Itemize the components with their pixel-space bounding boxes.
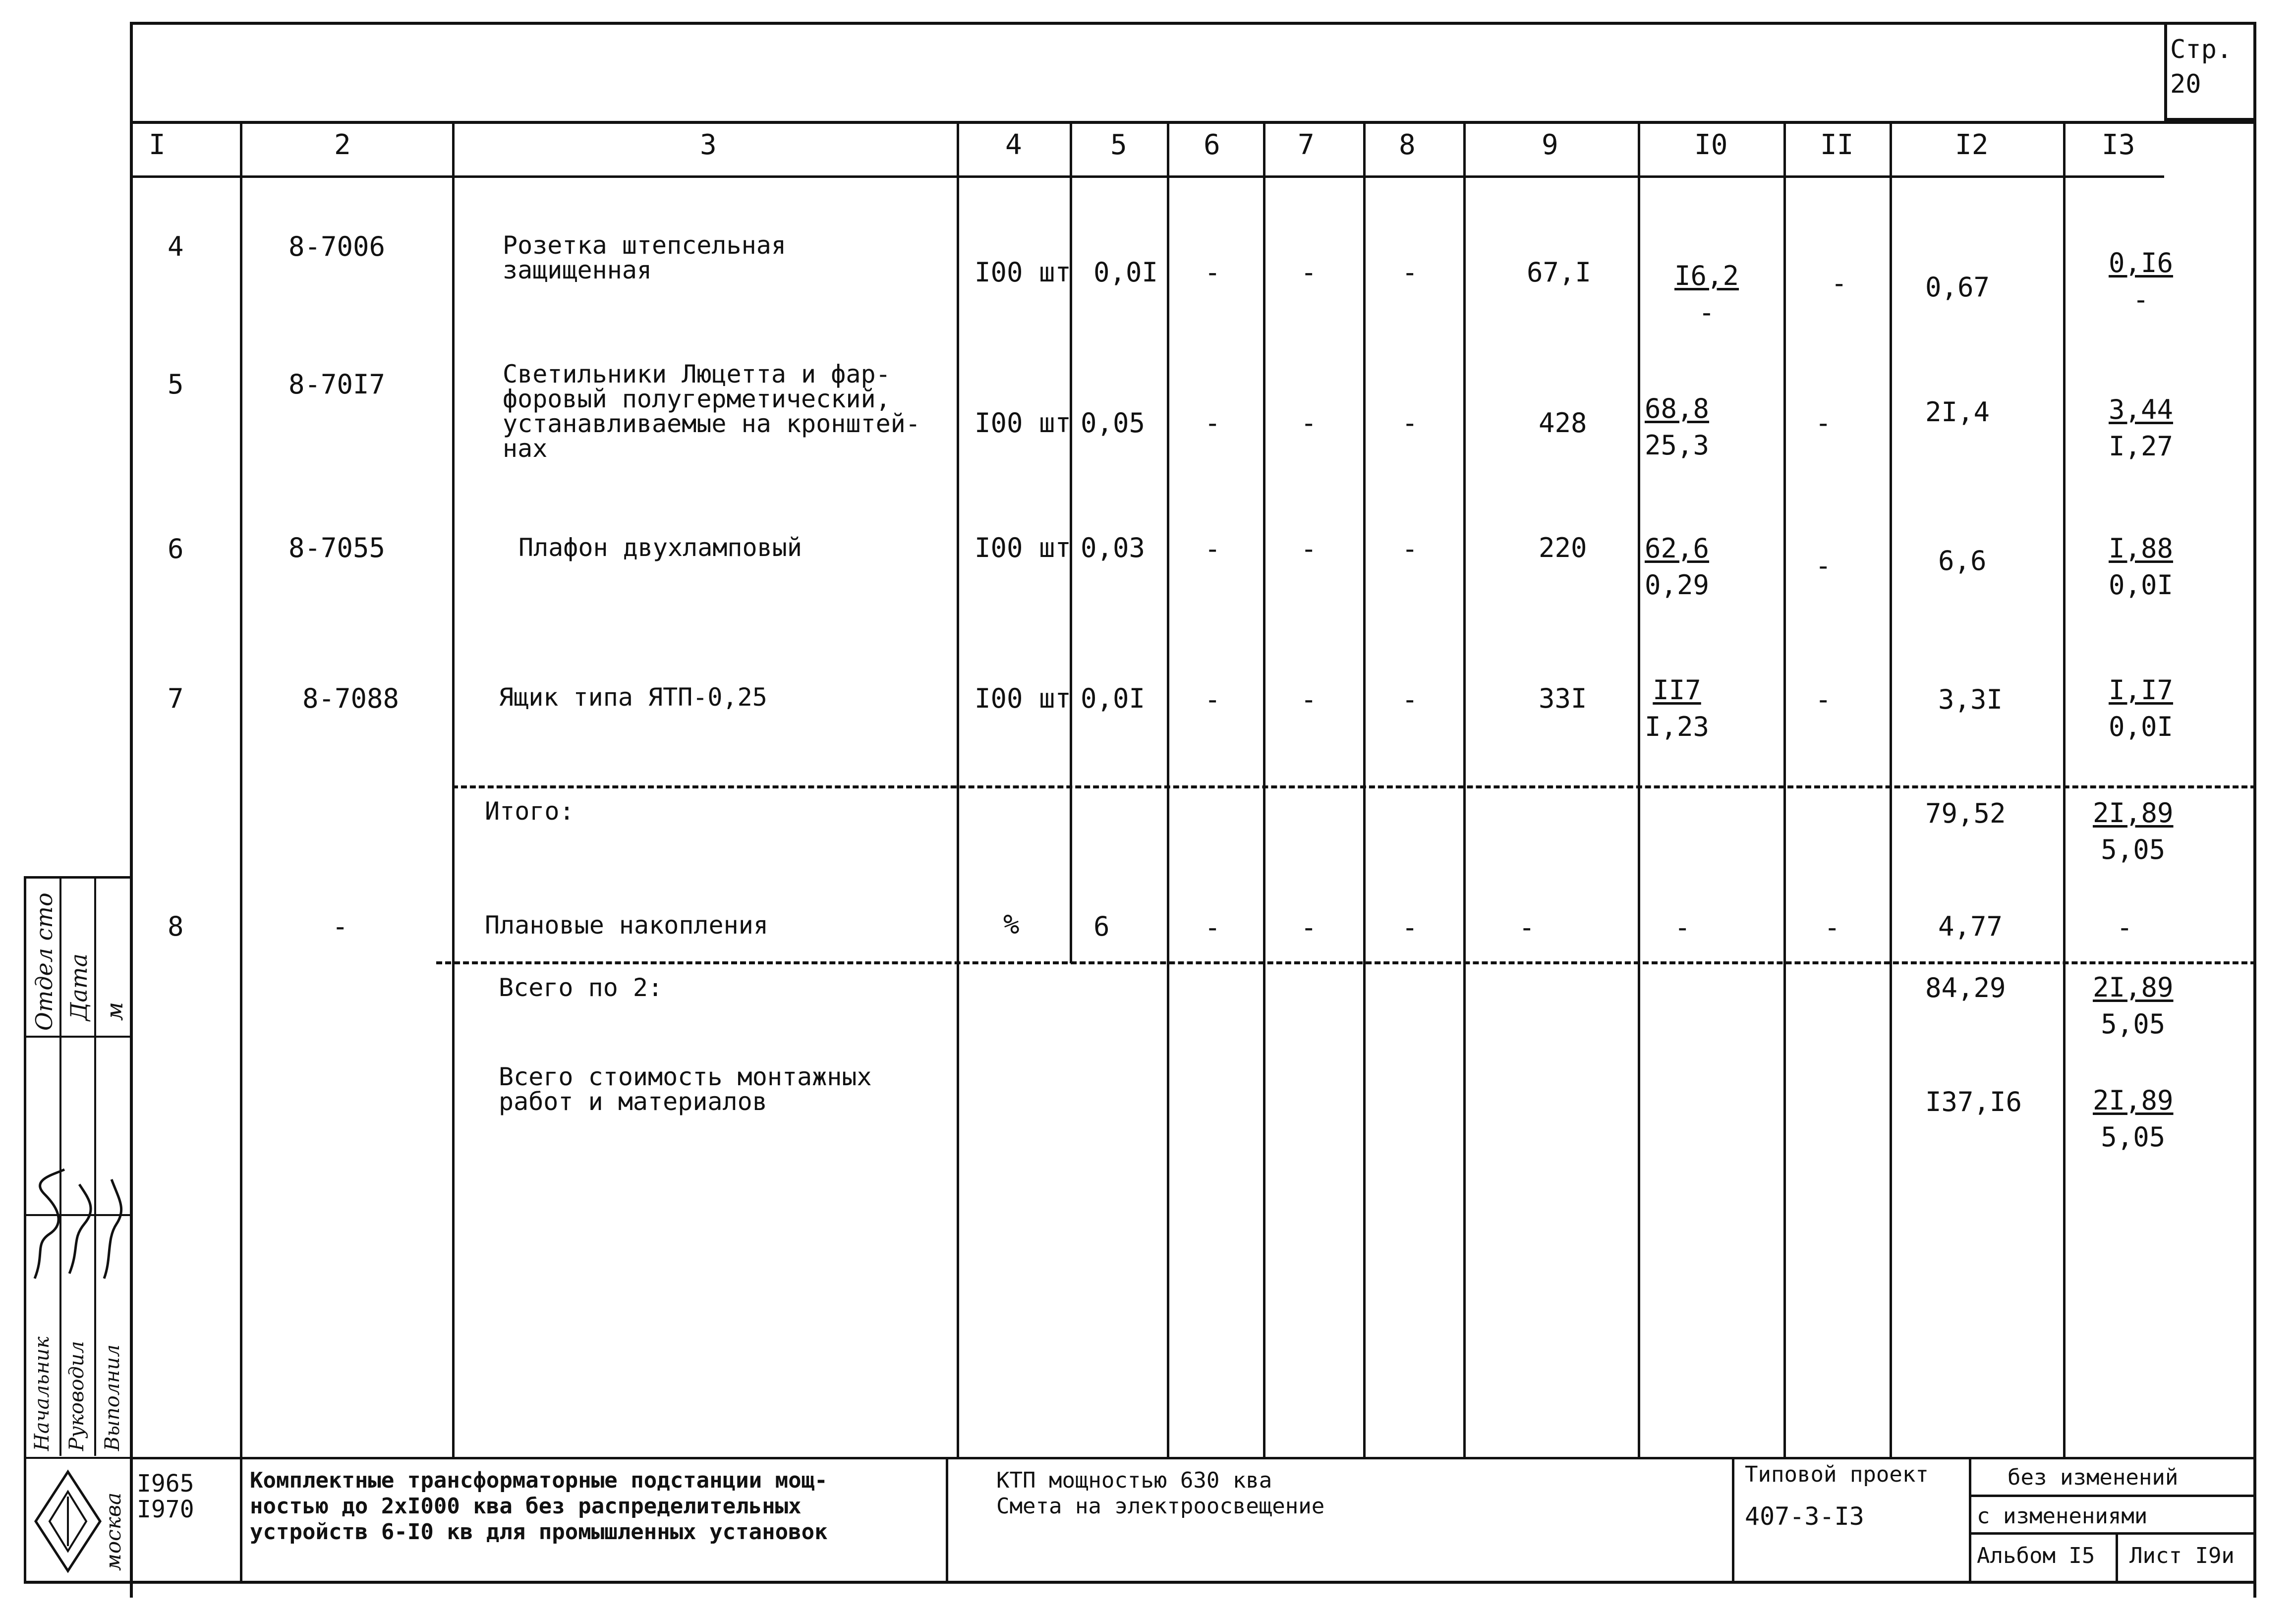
col-header-11: II	[1820, 129, 1854, 161]
item-description: Розетка штепсельная защищенная	[503, 231, 786, 284]
col-header-8: 8	[1399, 129, 1416, 161]
col9: -	[1519, 912, 1535, 943]
stamp-sep-album	[2116, 1532, 2118, 1584]
stamp-line-1	[1969, 1495, 2256, 1497]
stamp-sep-years	[240, 1457, 242, 1584]
col6: -	[1205, 684, 1221, 715]
col13-numerator: 3,44	[2109, 394, 2174, 425]
col-header-6: 6	[1204, 129, 1220, 161]
row-num: 8	[168, 911, 184, 942]
price-code: 8-70I7	[288, 369, 386, 400]
col13-denominator: 5,05	[2101, 1121, 2166, 1153]
stamp-no-changes: без изменений	[2008, 1465, 2179, 1490]
col13-numerator: 2I,89	[2093, 797, 2174, 829]
side-label-lead: Руководил	[65, 1340, 88, 1451]
col12: 6,6	[1938, 545, 1987, 576]
stamp-sep-status	[1969, 1457, 1971, 1584]
col7: -	[1301, 257, 1317, 288]
col-sep	[1463, 121, 1466, 1459]
unit: %	[1003, 909, 1020, 940]
col13-denominator: 5,05	[2101, 834, 2166, 865]
org-name: москва	[101, 1492, 125, 1571]
col10-numerator: II7	[1653, 674, 1701, 706]
side-label-exec: Выполнил	[101, 1344, 124, 1451]
col13-denominator: 5,05	[2101, 1008, 2166, 1040]
stamp-project-number: 407-3-I3	[1745, 1502, 1864, 1531]
page-label: Стр.	[2170, 35, 2233, 64]
col13-numerator: 2I,89	[2093, 1085, 2174, 1116]
side-label-m: м	[101, 1001, 128, 1021]
item-description: Плановые накопления	[485, 911, 768, 940]
col-header-12: I2	[1955, 129, 1989, 161]
col13-denominator: 0,0I	[2109, 711, 2174, 742]
vsego2-col13-fraction	[2093, 969, 2174, 1043]
row-num: 7	[168, 683, 184, 714]
col13-numerator: I,88	[2109, 533, 2174, 564]
col13-fraction	[2109, 672, 2173, 745]
unit: I00 шт	[975, 257, 1072, 288]
col-header-3: 3	[700, 129, 717, 161]
org-logo	[31, 1467, 105, 1576]
col6: -	[1205, 257, 1221, 288]
col10-fraction	[1674, 258, 1739, 331]
signatures	[25, 1165, 134, 1283]
col11: -	[1824, 912, 1840, 943]
side-box-top	[24, 876, 133, 879]
vsego-total-label: Всего стоимость монтажных работ и материалов	[499, 1062, 872, 1116]
col11: -	[1831, 268, 1847, 299]
col10-denominator: 0,29	[1645, 569, 1710, 601]
page-number: 20	[2170, 69, 2201, 99]
vsego2-label: Всего по 2:	[499, 973, 663, 1002]
stamp-with-changes: с изменениями	[1977, 1503, 2148, 1529]
col-header-10: I0	[1694, 129, 1728, 161]
col6: -	[1205, 407, 1221, 439]
stamp-title: Комплектные трансформаторные подстанции мощ- ностью до 2хI000 ква без распределительных устройств 6-I0 кв для промышленных установок	[250, 1468, 828, 1545]
col-sep	[1263, 121, 1265, 1459]
col9: 220	[1539, 532, 1587, 563]
col-sep	[1363, 121, 1366, 1459]
stamp-sep-title	[946, 1457, 948, 1584]
col12: 2I,4	[1925, 396, 1990, 428]
stamp-album: Альбом I5	[1977, 1543, 2095, 1568]
frame-right	[2253, 22, 2256, 1598]
side-label-date: Дата	[65, 953, 92, 1021]
col-sep	[957, 121, 959, 1459]
itogo-col13-fraction	[2093, 795, 2174, 868]
col13-numerator: 2I,89	[2093, 972, 2174, 1003]
side-label-head: Начальник	[31, 1336, 54, 1451]
price-code: 8-7088	[302, 683, 400, 714]
col-header-5: 5	[1110, 129, 1127, 161]
col7: -	[1301, 912, 1317, 943]
col13-numerator: I,I7	[2109, 674, 2174, 706]
vsego-total-col13-fraction	[2093, 1082, 2174, 1156]
price-code: -	[332, 911, 348, 942]
col9: 67,I	[1527, 257, 1592, 288]
col13-numerator: 0,I6	[2109, 247, 2174, 278]
frame-top	[130, 22, 2256, 25]
col10: -	[1674, 912, 1691, 943]
col11: -	[1815, 550, 1832, 581]
quantity: 6	[1093, 911, 1110, 942]
unit: I00 шт	[975, 683, 1072, 714]
col10-numerator: 68,8	[1645, 393, 1710, 424]
col-header-4: 4	[1005, 129, 1022, 161]
vsego-total-col12: I37,I6	[1925, 1086, 2022, 1117]
page-box-left	[2164, 22, 2167, 121]
frame-bottom	[24, 1581, 2256, 1584]
col9: 33I	[1539, 683, 1587, 714]
col9: 428	[1539, 407, 1587, 439]
col-header-9: 9	[1542, 129, 1558, 161]
col13-fraction	[2109, 245, 2173, 318]
col-sep	[1638, 121, 1640, 1459]
col10-numerator: 62,6	[1645, 533, 1710, 564]
col-sep	[1167, 121, 1169, 1459]
col13-fraction	[2109, 391, 2173, 465]
col10-denominator: I,23	[1645, 711, 1710, 742]
dash-line-vsego	[436, 961, 2256, 964]
col13-denominator: -	[2132, 284, 2149, 315]
col6: -	[1205, 912, 1221, 943]
unit: I00 шт	[975, 532, 1072, 563]
dash-line-itogo	[452, 785, 2256, 788]
col8: -	[1402, 257, 1418, 288]
col12: 3,3I	[1938, 684, 2003, 715]
quantity: 0,0I	[1093, 257, 1158, 288]
col13-fraction	[2109, 530, 2173, 604]
item-description: Ящик типа ЯТП-0,25	[499, 683, 767, 712]
quantity: 0,05	[1081, 407, 1146, 439]
col8: -	[1402, 684, 1418, 715]
item-description: Светильники Люцетта и фар- форовый полугерметический, устанавливаемые на кронштей- нах	[503, 360, 920, 463]
itogo-label: Итого:	[485, 797, 574, 826]
col10-fraction	[1645, 672, 1709, 745]
col-sep	[2063, 121, 2066, 1459]
col10-fraction	[1645, 390, 1709, 464]
quantity: 0,03	[1081, 532, 1146, 563]
col7: -	[1301, 684, 1317, 715]
itogo-col12: 79,52	[1925, 798, 2006, 829]
col8: -	[1402, 533, 1418, 564]
row-num: 6	[168, 533, 184, 564]
col11: -	[1815, 684, 1832, 715]
stamp-sheet: Лист I9и	[2129, 1543, 2235, 1568]
col13-denominator: I,27	[2109, 431, 2174, 462]
col7: -	[1301, 407, 1317, 439]
col6: -	[1205, 533, 1221, 564]
col12: 4,77	[1938, 911, 2003, 942]
row-num: 4	[168, 231, 184, 262]
col8: -	[1402, 407, 1418, 439]
col-header-2: 2	[334, 129, 351, 161]
price-code: 8-7055	[288, 532, 386, 563]
quantity: 0,0I	[1081, 683, 1146, 714]
col-header-13: I3	[2102, 129, 2135, 161]
col-sep	[1783, 121, 1786, 1459]
header-line-top	[130, 121, 2256, 124]
col13-denominator: 0,0I	[2109, 569, 2174, 601]
col7: -	[1301, 533, 1317, 564]
stamp-line-2	[1969, 1532, 2256, 1535]
col-sep	[240, 121, 242, 1459]
col-header-7: 7	[1298, 129, 1315, 161]
item-description: Плафон двухламповый	[518, 533, 802, 562]
col12: 0,67	[1925, 272, 1990, 303]
vsego2-col12: 84,29	[1925, 972, 2006, 1003]
row-num: 5	[168, 369, 184, 400]
header-line-bottom	[130, 175, 2164, 178]
col-header-1: I	[149, 129, 166, 161]
col-sep	[452, 121, 455, 1459]
col-sep	[1890, 121, 1892, 1459]
price-code: 8-7006	[288, 231, 386, 262]
col10-numerator: I6,2	[1674, 260, 1739, 291]
col13: -	[2117, 912, 2133, 943]
stamp-top	[130, 1457, 2256, 1459]
col11: -	[1815, 407, 1832, 439]
side-row-3	[24, 1457, 133, 1459]
stamp-years: I965 I970	[137, 1470, 194, 1523]
stamp-subtitle: КТП мощностью 630 ква Смета на электроосвещение	[996, 1468, 1325, 1519]
col8: -	[1402, 912, 1418, 943]
frame-left	[130, 22, 133, 1598]
side-row-1	[24, 1036, 133, 1038]
unit: I00 шт	[975, 407, 1072, 439]
stamp-project-label: Типовой проект	[1745, 1462, 1929, 1487]
col10-fraction	[1645, 530, 1709, 604]
stamp-sep-project	[1732, 1457, 1734, 1584]
col10-denominator: -	[1698, 297, 1715, 328]
side-label-dept: Отдел сто	[31, 892, 57, 1031]
col10-denominator: 25,3	[1645, 430, 1710, 461]
